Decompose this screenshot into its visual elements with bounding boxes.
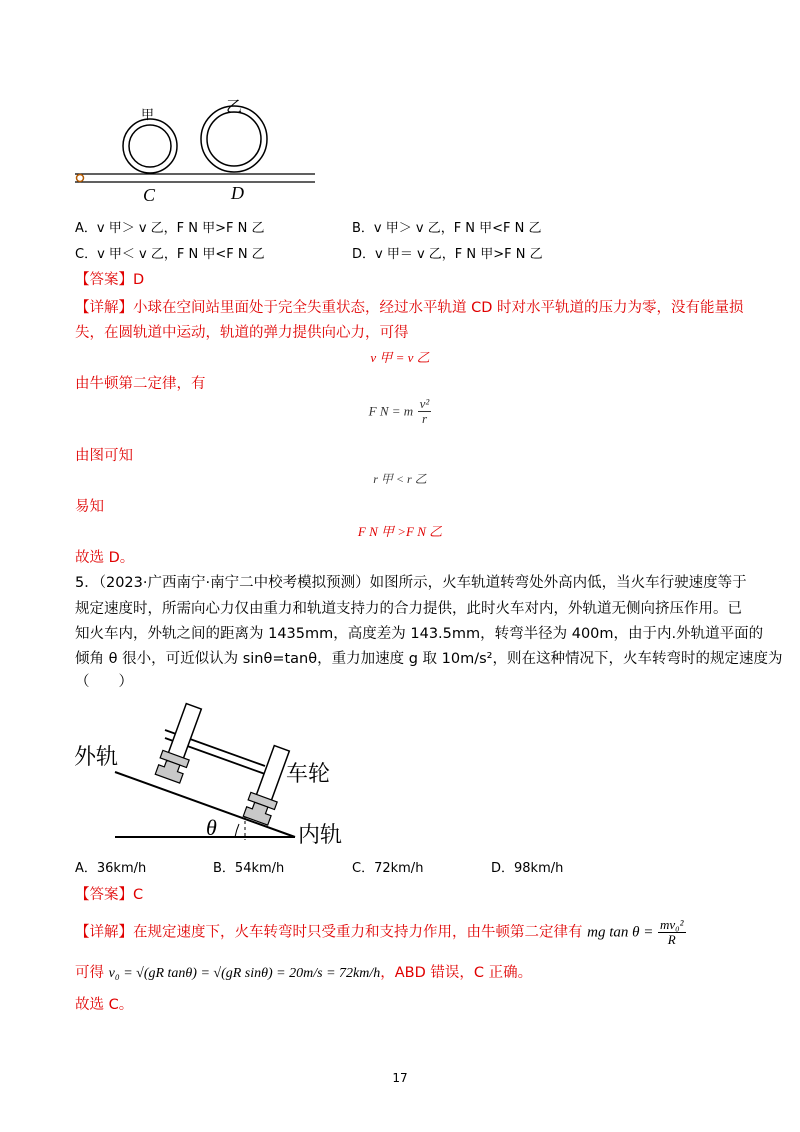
label-jia: 甲 [141,108,155,123]
label-yi: 乙 [226,97,243,116]
q4-detail-line2: 失，在圆轨道中运动，轨道的弹力提供向心力，可得 [75,325,409,341]
label-outer-rail: 外轨 [74,745,119,770]
q4-option-a: A．v 甲＞ v 乙，F N 甲>F N 乙 [75,221,265,236]
figure-circular-tracks [70,88,330,208]
q4-conclusion: 故选 D。 [75,550,135,566]
q4-detail-line3: 由牛顿第二定律，有 [75,376,206,392]
q5-line5: （ ） [75,674,133,690]
eq2-formula: v₀ = √(gR tanθ) = √(gR sinθ) = 20m/s = 72km/h [108,966,381,981]
q5-option-b: B．54km/h [213,861,285,876]
q5-option-d: D．98km/h [491,861,564,876]
label-c: C [143,185,156,205]
q5-line1: 5．（2023·广西南宁·南宁二中校考模拟预测）如图所示，火车轨道转弯处外高内低，当火车行驶速度等于 [75,575,747,591]
q5-conclusion: 故选 C。 [75,997,134,1013]
page-number: 17 [392,1071,408,1085]
q4-answer: 【答案】D [75,272,145,288]
q4-option-c: C．v 甲＜ v 乙，F N 甲<F N 乙 [75,247,265,262]
q4-option-d: D．v 甲＝ v 乙，F N 甲>F N 乙 [352,247,543,262]
eq1-fraction: $\frac{\text{mv₀²}}{R}$ [659,917,684,947]
eq2-lhs: F N = m [368,403,414,419]
q5-detail-line1 [75,918,686,947]
q5-option-c: C．72km/h [352,861,424,876]
label-wheel: 车轮 [286,762,331,787]
q5-answer: 【答案】C [75,887,144,903]
eq2-fraction: $\frac{\text{v²}}{r}$ [419,396,430,426]
q4-eq4: F N 甲 >F N 乙 [357,524,443,539]
eq1-lhs: mg tan θ = [587,924,654,941]
label-theta: θ [206,815,217,840]
label-inner-rail: 内轨 [298,823,343,848]
q5-line3: 知火车内，外轨之间的距离为 1435mm，高度差为 143.5mm，转弯半径为 400m，由于内.外轨道平面的 [75,626,764,642]
q4-eq2 [0,397,800,426]
q5-detail-line2: 可得 v₀ = √(gR tanθ) = √(gR sinθ) = 20m/s = 72km/h，ABD 错误，C 正确。 [75,965,533,981]
q4-eq3: r 甲 < r 乙 [373,472,427,486]
q5-line4: 倾角 θ 很小，可近似认为 sinθ=tanθ，重力加速度 g 取 10m/s²，则在这种情况下，火车转弯时的规定速度为 [75,651,783,667]
q5-line2: 规定速度时，所需向心力仅由重力和轨道支持力的合力提供，此时火车对内，外轨道无侧向挤压作用。已 [75,601,742,617]
detail-tag: 【详解】 [75,924,133,941]
q4-option-b: B．v 甲＞ v 乙，F N 甲<F N 乙 [352,221,542,236]
detail-tag: 【详解】 [75,300,133,316]
q4-detail-line5: 易知 [75,499,104,515]
q4-detail-line4: 由图可知 [75,448,133,464]
detail-text: 小球在空间站里面处于完全失重状态，经过水平轨道 CD 时对水平轨道的压力为零，没有能量损 [133,300,744,316]
q4-detail-line1 [75,296,744,317]
label-d: D [231,183,244,203]
q5-option-a: A．36km/h [75,861,147,876]
q4-eq1: v 甲 = v 乙 [370,350,430,365]
detail-text: 在规定速度下，火车转弯时只受重力和支持力作用，由牛顿第二定律有 [133,924,583,941]
